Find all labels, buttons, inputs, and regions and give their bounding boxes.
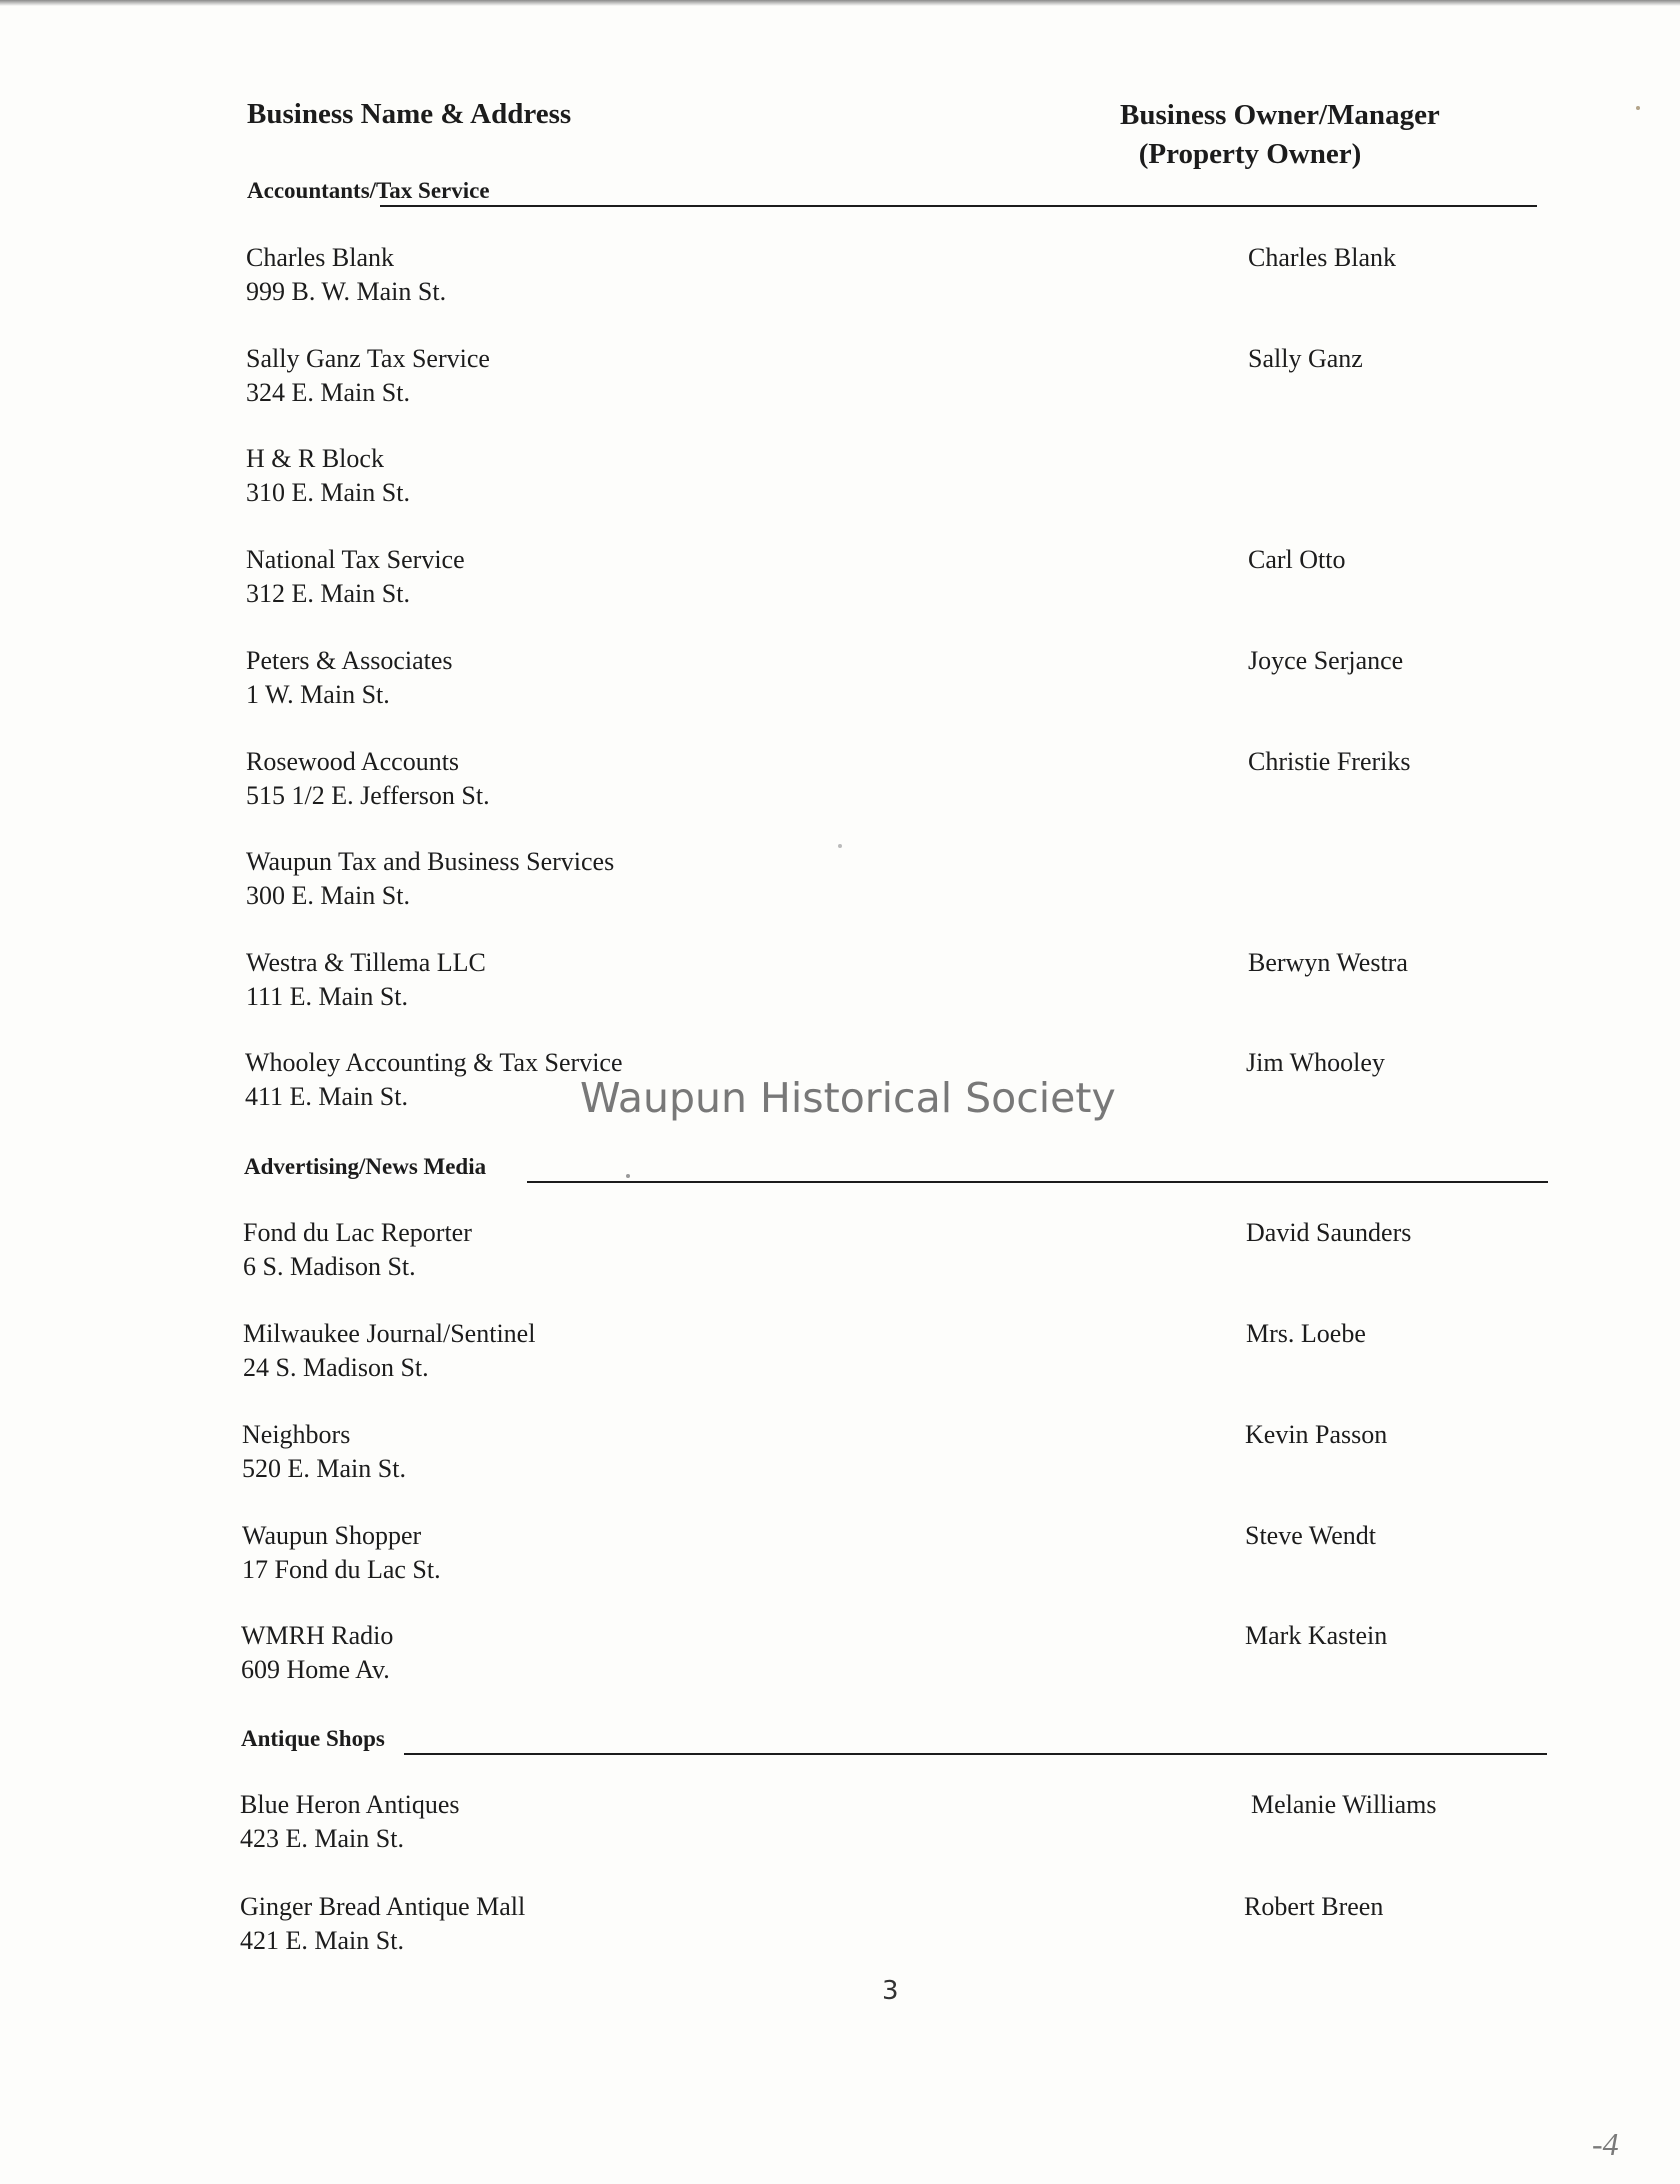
list-item — [0, 1892, 1680, 1962]
column-header-business: Business Name & Address — [247, 98, 572, 130]
business-name: Westra & Tillema LLC — [246, 948, 486, 977]
business-name: Neighbors — [242, 1420, 351, 1449]
business-name: H & R Block — [246, 444, 384, 473]
business-owner: Berwyn Westra — [1248, 948, 1408, 977]
business-address: 423 E. Main St. — [240, 1824, 404, 1853]
section-rule — [527, 1181, 1548, 1183]
business-name: Sally Ganz Tax Service — [246, 344, 490, 373]
business-address: 6 S. Madison St. — [243, 1252, 416, 1281]
business-owner: Mrs. Loebe — [1246, 1319, 1366, 1348]
business-address: 515 1/2 E. Jefferson St. — [246, 781, 490, 810]
business-owner: Kevin Passon — [1245, 1420, 1388, 1449]
business-name: Blue Heron Antiques — [240, 1790, 460, 1819]
business-owner: Christie Freriks — [1248, 747, 1411, 776]
column-header-owner-line1: Business Owner/Manager — [1120, 99, 1440, 131]
scan-speck — [1636, 106, 1640, 110]
business-owner: David Saunders — [1246, 1218, 1412, 1247]
business-owner: Melanie Williams — [1251, 1790, 1437, 1819]
list-item — [0, 344, 1680, 414]
scan-edge-shadow — [0, 0, 1680, 6]
business-address: 520 E. Main St. — [242, 1454, 406, 1483]
list-item — [0, 545, 1680, 615]
business-name: Waupun Shopper — [242, 1521, 422, 1550]
scan-speck — [626, 1174, 630, 1178]
business-address: 999 B. W. Main St. — [246, 277, 447, 306]
business-address: 111 E. Main St. — [246, 982, 409, 1011]
column-header-owner — [1120, 96, 1440, 174]
business-name: Fond du Lac Reporter — [243, 1218, 472, 1247]
list-item — [0, 243, 1680, 313]
business-name: Peters & Associates — [246, 646, 453, 675]
scan-speck — [838, 844, 842, 848]
business-name: Charles Blank — [246, 243, 395, 272]
section-title: Antique Shops — [241, 1726, 385, 1751]
section-rule — [380, 205, 1537, 207]
business-address: 1 W. Main St. — [246, 680, 390, 709]
business-owner: Charles Blank — [1248, 243, 1397, 272]
business-owner: Joyce Serjance — [1248, 646, 1404, 675]
list-item — [0, 1319, 1680, 1389]
business-name: WMRH Radio — [241, 1621, 394, 1650]
business-owner: Steve Wendt — [1245, 1521, 1377, 1550]
watermark: Waupun Historical Society — [580, 1074, 1116, 1122]
business-owner: Jim Whooley — [1246, 1048, 1385, 1077]
list-item — [0, 444, 1680, 514]
business-name: National Tax Service — [246, 545, 465, 574]
business-name: Whooley Accounting & Tax Service — [245, 1048, 623, 1077]
business-owner: Mark Kastein — [1245, 1621, 1388, 1650]
business-name: Ginger Bread Antique Mall — [240, 1892, 526, 1921]
business-address: 421 E. Main St. — [240, 1926, 404, 1955]
business-address: 17 Fond du Lac St. — [242, 1555, 441, 1584]
list-item — [0, 747, 1680, 817]
handwritten-page-mark: -4 — [1592, 2126, 1619, 2162]
business-name: Milwaukee Journal/Sentinel — [243, 1319, 536, 1348]
business-name: Rosewood Accounts — [246, 747, 460, 776]
business-name: Waupun Tax and Business Services — [246, 847, 615, 876]
list-item — [0, 948, 1680, 1018]
business-owner: Sally Ganz — [1248, 344, 1363, 373]
business-address: 24 S. Madison St. — [243, 1353, 429, 1382]
business-address: 609 Home Av. — [241, 1655, 390, 1684]
business-owner: Robert Breen — [1244, 1892, 1384, 1921]
list-item — [0, 1521, 1680, 1591]
business-owner: Carl Otto — [1248, 545, 1346, 574]
list-item — [0, 1790, 1680, 1860]
business-address: 312 E. Main St. — [246, 579, 410, 608]
business-address: 411 E. Main St. — [245, 1082, 408, 1111]
list-item — [0, 847, 1680, 917]
list-item — [0, 1621, 1680, 1691]
page-number: 3 — [882, 1976, 899, 2006]
list-item — [0, 1420, 1680, 1490]
list-item — [0, 1218, 1680, 1288]
business-address: 300 E. Main St. — [246, 881, 410, 910]
business-address: 324 E. Main St. — [246, 378, 410, 407]
section-title: Accountants/Tax Service — [247, 178, 490, 203]
column-header-owner-line2: (Property Owner) — [1138, 138, 1362, 170]
section-title: Advertising/News Media — [244, 1154, 487, 1179]
business-address: 310 E. Main St. — [246, 478, 410, 507]
list-item — [0, 646, 1680, 716]
section-rule — [404, 1753, 1547, 1755]
